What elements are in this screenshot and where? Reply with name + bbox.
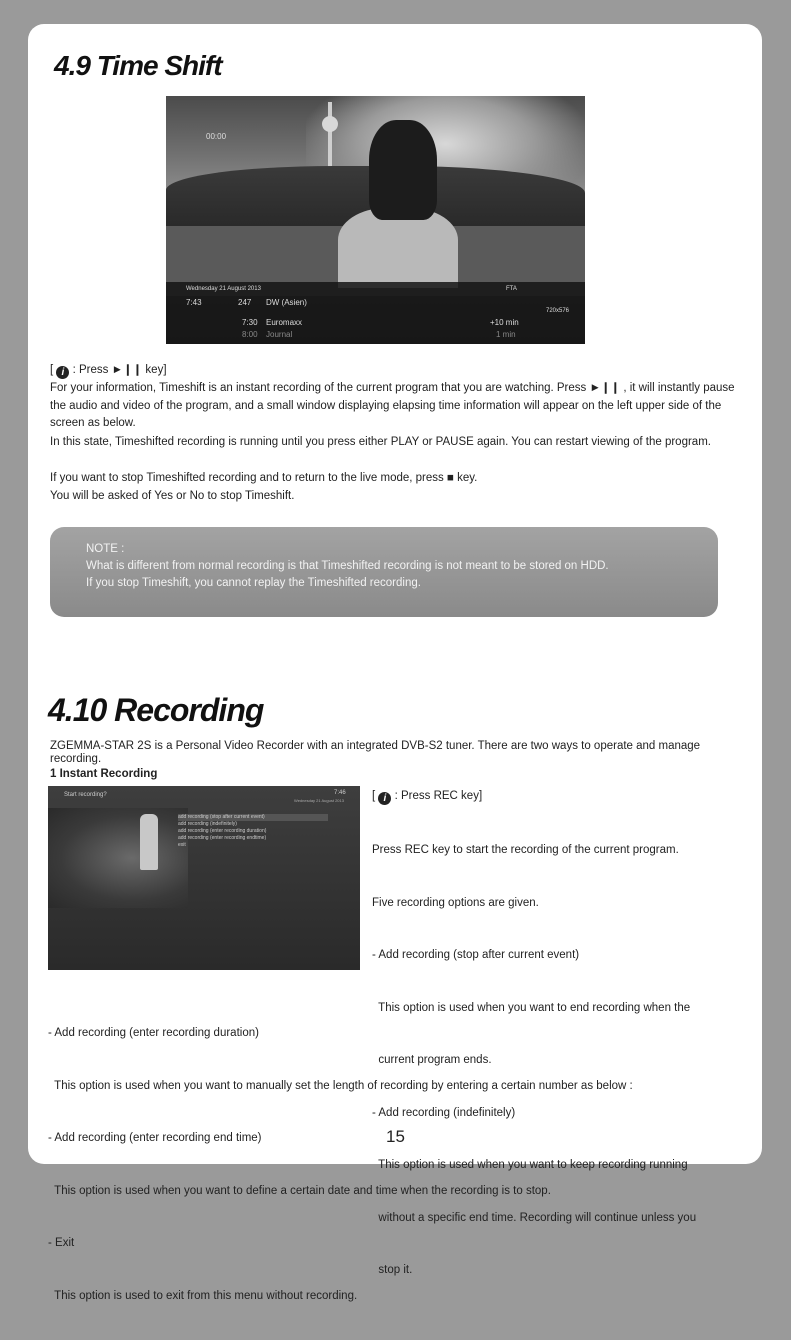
rec-key-line: [ i : Press REC key] bbox=[372, 790, 483, 804]
instant-recording-heading: 1 Instant Recording bbox=[50, 768, 158, 780]
page-number: 15 bbox=[386, 1127, 405, 1146]
infobar-prog1-name: Euromaxx bbox=[266, 318, 303, 327]
section-title-time-shift: 4.9 Time Shift bbox=[54, 50, 222, 81]
menu-background-scene bbox=[48, 808, 188, 908]
info-icon: i bbox=[378, 792, 391, 805]
menu-option[interactable]: add recording (stop after current event) bbox=[178, 814, 328, 821]
timeshift-key-line: [ i : Press ►❙❙ key] bbox=[50, 364, 167, 378]
timeshift-para-2: In this state, Timeshifted recording is running until you press either PLAY or PAUSE again. You can restart viewing of the program. bbox=[50, 436, 711, 448]
infobar-prog1-time: 7:30 bbox=[242, 318, 258, 327]
menu-option[interactable]: exit bbox=[178, 842, 186, 848]
recording-intro: ZGEMMA-STAR 2S is a Personal Video Recorder with an integrated DVB-S2 tuner. There are two ways to operate and manage recording. bbox=[50, 740, 701, 765]
tv-tower-ball bbox=[322, 116, 338, 132]
recording-options-list bbox=[178, 814, 328, 849]
person-head bbox=[369, 120, 437, 220]
recording-bottom-text: - Add recording (enter recording duration) This option is used when you want to manually set the length of recording by entering a certain number as below : - Add recording (enter recording end time) This option is used when you want to define a certain date and time when the recording is to stop. - Exit This option is used to exit from this menu without recording. bbox=[48, 1027, 633, 1302]
infobar-prog2-time: 8:00 bbox=[242, 330, 258, 339]
section-title-recording: 4.10 Recording bbox=[48, 692, 264, 728]
timeshift-screenshot bbox=[166, 96, 585, 344]
infobar-resolution: 720x576 bbox=[546, 308, 570, 314]
menu-option[interactable]: add recording (enter recording duration) bbox=[178, 828, 267, 834]
manual-page bbox=[28, 24, 762, 1302]
infobar-channel-number: 247 bbox=[238, 298, 252, 307]
note-label: NOTE : bbox=[86, 543, 125, 555]
infobar-prog2-name: Journal bbox=[266, 330, 293, 339]
menu-option[interactable]: add recording (indefinitely) bbox=[178, 821, 237, 827]
infobar-remaining-2: 1 min bbox=[496, 330, 516, 339]
infobar-date: Wednesday 21 August 2013 bbox=[186, 286, 261, 292]
infobar-clock: 7:43 bbox=[186, 298, 202, 307]
menu-title: Start recording? bbox=[64, 792, 107, 798]
recording-menu-screenshot bbox=[48, 786, 360, 970]
menu-clock: 7:46 bbox=[334, 790, 346, 796]
menu-option[interactable]: add recording (enter recording endtime) bbox=[178, 835, 267, 841]
timeshift-para-4: You will be asked of Yes or No to stop Timeshift. bbox=[50, 490, 295, 502]
note-line-1: What is different from normal recording is that Timeshifted recording is not meant to be stored on HDD. bbox=[86, 560, 609, 572]
timeshift-para-3: If you want to stop Timeshifted recording and to return to the live mode, press ■ key. bbox=[50, 472, 478, 484]
infobar bbox=[166, 282, 585, 344]
timeshift-para-1: For your information, Timeshift is an instant recording of the current program that you are watching. Press ►❙❙ , it will instantly pause the audio and video of the program, and a small window displaying elapsing time information will appear on the left upper side of the screen as below. bbox=[50, 382, 735, 429]
note-line-2: If you stop Timeshift, you cannot replay the Timeshifted recording. bbox=[86, 577, 421, 589]
timeshift-badge: 00:00 bbox=[206, 132, 227, 141]
infobar-remaining-1: +10 min bbox=[490, 318, 519, 327]
note-box bbox=[50, 527, 718, 617]
person-body bbox=[338, 208, 458, 288]
infobar-fta: FTA bbox=[506, 286, 517, 292]
info-icon: i bbox=[56, 366, 69, 379]
infobar-channel-name: DW (Asien) bbox=[266, 298, 307, 307]
recording-right-text: Press REC key to start the recording of the current program. Five recording options are given. - Add recording (stop after current event) This option is used when you want to end recording when the current program ends. - Add recording (indefinitely) This option is used when you want to keep recording running without a specific end time. Recording will continue unless you stop it. bbox=[372, 844, 697, 1276]
menu-date: Wednesday 21 August 2013 bbox=[294, 798, 344, 803]
menu-scene-figure bbox=[140, 814, 158, 870]
